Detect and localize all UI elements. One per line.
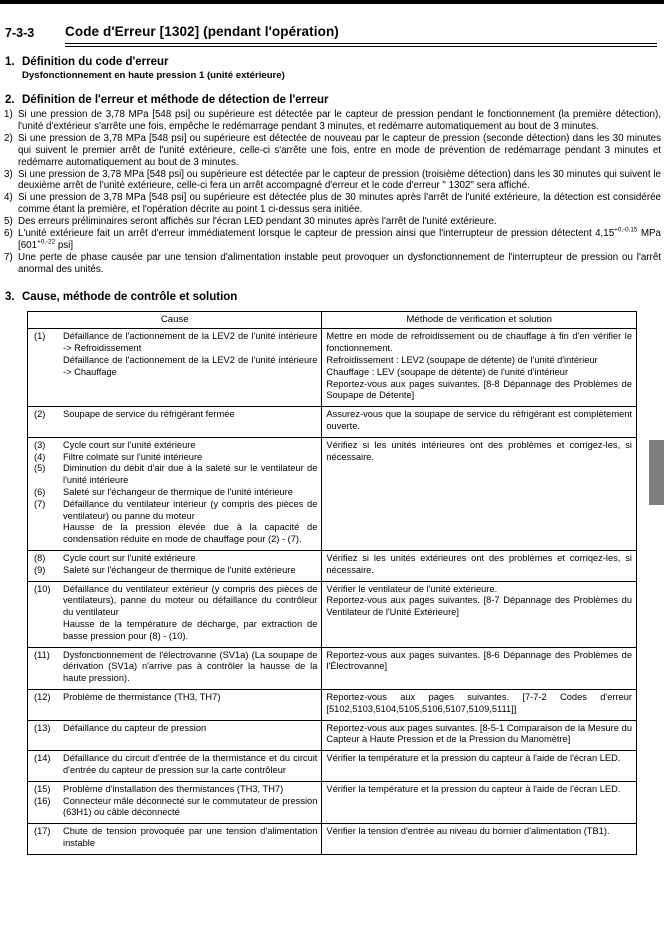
list-item (0, 133, 664, 169)
list-item-text-part: psi] (55, 239, 74, 251)
cause-entry (34, 584, 317, 619)
section-error-detection (0, 94, 664, 276)
table-header-method: Méthode de vérification et solution (322, 311, 637, 329)
cause-cell (28, 690, 322, 721)
cause-text: Filtre colmaté sur l'unité intérieure (63, 451, 203, 462)
cause-text: Défaillance du ventilateur intérieur (y compris des pièces de ventilateur) ou panne du moteur (63, 498, 318, 521)
list-item-text (18, 228, 664, 252)
cause-number: (16) (34, 795, 51, 806)
cause-entry (34, 331, 317, 355)
list-item (0, 192, 664, 216)
solution-paragraph: Reportez-vous aux pages suivantes. [8-7 Dépannage des Problèmes du Ventilateur de l'Unité Extérieure] (326, 595, 632, 618)
cause-entry (34, 565, 317, 577)
cause-cell (28, 551, 322, 582)
list-item-number: 7) (4, 251, 13, 263)
solution-paragraph: Reportez-vous aux pages suivantes. [8-6 Dépannage des Problèmes de l'Électrovanne] (326, 649, 632, 672)
cause-text: Problème de thermistance (TH3, TH7) (63, 692, 221, 702)
cause-number: (5) (34, 463, 46, 474)
cause-number: (4) (34, 451, 46, 462)
cause-number: (7) (34, 498, 46, 509)
cause-solution-table (27, 311, 637, 855)
solution-cell (322, 751, 637, 782)
list-item (0, 216, 664, 228)
section-2-heading (5, 94, 664, 106)
cause-cell (28, 329, 322, 407)
solution-cell (322, 824, 637, 855)
table-header-row (28, 311, 637, 329)
cause-text: Cycle court sur l'unité extérieure (63, 439, 196, 450)
cause-text: Hausse de la pression élevée due à la capacité de condensation réduite en mode de chauffage pour (2) - (7). (63, 522, 318, 545)
cause-text: Dysfonctionnement de l'électrovanne (SV1a) (La soupape de dérivation (SV1a) n'arrive pas à contrôler la hausse de la haute pression). (63, 649, 318, 684)
doc-header (0, 0, 664, 47)
tolerance-superscript: +0,-22 (37, 238, 56, 246)
list-item-number: 6) (4, 228, 13, 240)
list-item-number: 4) (4, 192, 13, 204)
solution-paragraph: Vérifier la tension d'entrée au niveau du bornier d'alimentation (TB1). (326, 826, 610, 837)
cause-entry (34, 650, 317, 685)
cause-cell (28, 751, 322, 782)
table-row (28, 751, 637, 782)
table-row (28, 437, 637, 550)
solution-cell (322, 781, 637, 823)
list-item-text: Une perte de phase causée par une tension d'alimentation instable peut provoquer un dysfonctionnement de l'interrupteur de pression ou l'arrêt anormal des unités. (18, 251, 661, 275)
table-row (28, 551, 637, 582)
cause-text: Défaillance de l'actionnement de la LEV2 de l'unité intérieure -> Refroidissement (63, 331, 318, 354)
list-item-number: 1) (4, 109, 13, 120)
cause-text: Soupape de service du réfrigérant fermée (63, 409, 235, 420)
cause-entry (34, 784, 317, 796)
cause-number: (17) (34, 826, 51, 837)
section-2-title: Définition de l'erreur et méthode de détection de l'erreur (22, 94, 329, 106)
cause-entry (34, 692, 317, 704)
cause-number: (15) (34, 783, 51, 794)
chapter-side-tab (649, 440, 664, 505)
cause-entry (34, 796, 317, 820)
cause-text: Cycle court sur l'unité extérieure (63, 553, 196, 564)
solution-cell (322, 720, 637, 751)
title-underline (65, 24, 657, 47)
table-row (28, 647, 637, 689)
list-item (0, 252, 664, 276)
cause-text: Défaillance du capteur de pression (63, 722, 207, 733)
cause-text: Connecteur mâle déconnecté sur le commutateur de pression (63H1) ou câble déconnecté (63, 795, 318, 818)
section-3-heading (5, 291, 664, 303)
section-1-heading (5, 56, 664, 68)
cause-cell (28, 437, 322, 550)
list-item (0, 109, 664, 133)
list-item-number: 2) (4, 132, 13, 144)
cause-cell (28, 647, 322, 689)
solution-cell (322, 329, 637, 407)
solution-paragraph: Vérifiez si les unités extérieures ont des problèmes et corriqez-les, si nécessaire. (326, 553, 632, 575)
list-item-text: Si une pression de 3,78 MPa [548 psi] ou supérieure est détectée plus de 30 minutes après l'arrêt de l'unité extérieure, la détection est considérée comme étant la première, et l'opération décrite au point 1 ci-dessus sera initiée. (18, 192, 661, 216)
section-3-number: 3. (5, 290, 15, 303)
tolerance-superscript: +0,-0.15 (614, 226, 638, 234)
cause-cell (28, 581, 322, 647)
list-item-number: 5) (4, 216, 13, 228)
cause-text: Chute de tension provoquée par une tension d'alimentation instable (63, 826, 318, 848)
cause-number: (14) (34, 753, 51, 764)
table-row (28, 781, 637, 823)
list-item-number: 3) (4, 168, 13, 180)
cause-text: Défaillance du ventilateur extérieur (y compris des pièces de ventilateurs), panne du moteur ou défaillance du contrôleur du ventilateur (63, 583, 318, 618)
list-item-text: Si une pression de 3,78 MPa [548 psi] ou supérieure est détectée par le capteur de pression (troisième détection) dans les 30 minutes qui suivent le deuxième arrêt de l'unité extérieure, celle-ci fera un arrêt accompagné d'erreur et le code d'erreur " 1302" sera affiché. (18, 168, 661, 192)
cause-number: (8) (34, 553, 46, 564)
list-item (0, 228, 664, 252)
cause-text: Défaillance de l'actionnement de la LEV2 de l'unité intérieure -> Chauffage (63, 355, 318, 377)
cause-number (34, 619, 63, 643)
solution-paragraph: Assurez-vous que la soupape de service du réfrigérant est complètement ouverte. (326, 409, 632, 432)
cause-text: Saleté sur l'échangeur de thermique de l'unité intérieure (63, 487, 293, 498)
cause-number: (10) (34, 583, 51, 594)
cause-cell (28, 781, 322, 823)
list-item (0, 169, 664, 193)
solution-paragraph: Chauffage : LEV (soupape de détente) de l'unité d'intérieur (326, 366, 569, 377)
cause-number (34, 522, 63, 546)
error-detection-list (0, 109, 664, 276)
solution-paragraph: Vérifier la température et la pression du capteur à l'aide de l'écran LED. (326, 783, 621, 794)
cause-number: (11) (34, 649, 50, 660)
solution-cell (322, 551, 637, 582)
section-error-code-definition (0, 56, 664, 81)
solution-cell (322, 690, 637, 721)
solution-paragraph: Vérifier le ventilateur de l'unité extérieure. (326, 583, 498, 594)
cause-entry (34, 826, 317, 850)
list-item-text-part: MPa [601 (18, 228, 661, 251)
solution-paragraph: Vérifiez si les unités intérieures ont des problèmes et corrigez-les, si nécessaire. (326, 439, 632, 462)
cause-number (34, 355, 63, 379)
top-rule (0, 0, 664, 4)
cause-number: (12) (34, 692, 51, 702)
table-row (28, 407, 637, 438)
list-item-text: Si une pression de 3,78 MPa [548 psi] ou supérieure est détectée par le capteur de pression pendant le fonctionnement (la première détection), l'unité d'extérieur s'arrête une fois, empêche le redémarrage pendant 3 minutes, et redémarre automatiquement au bout de 3 minutes. (18, 109, 661, 132)
solution-paragraph: Reportez-vous aux pages suivantes. [8-8 Dépannage des Problèmes de Soupape de Détente] (326, 378, 632, 401)
solution-paragraph: Mettre en mode de refroidissement ou de chauffage à fin d'en vérifier le fonctionnement. (326, 331, 632, 354)
cause-text: Saleté sur l'échangeur de thermique de l'unité extérieure (63, 564, 296, 575)
cause-entry (34, 723, 317, 735)
table-row (28, 329, 637, 407)
cause-number: (6) (34, 487, 46, 498)
cause-number: (1) (34, 331, 46, 342)
solution-paragraph: Vérifier la température et la pression du capteur à l'aide de l'écran LED. (326, 753, 621, 764)
cause-solution-table-body (28, 329, 637, 854)
table-header-cause: Cause (28, 311, 322, 329)
cause-entry (34, 499, 317, 523)
section-cause-solution (0, 291, 664, 855)
cause-entry (34, 452, 317, 464)
table-row (28, 824, 637, 855)
cause-text: Problème d'installation des thermistances (TH3, TH7) (63, 783, 284, 794)
cause-entry (34, 619, 317, 643)
section-1-title: Définition du code d'erreur (22, 56, 169, 68)
list-item-text: Si une pression de 3,78 MPa [548 psi] ou supérieure est détectée de nouveau par le capteur de pression (seconde détection) dans les 30 minutes qui suivent le premier arrêt de l'unité extérieure, celle-ci s'arrête une fois, entre en mode de prévention de redémarrage pendant 3 minutes et redémarre automatiquement au bout de 3 minutes. (18, 132, 661, 168)
cause-entry (34, 440, 317, 452)
table-row (28, 581, 637, 647)
cause-entry (34, 753, 317, 777)
section-1-number: 1. (5, 56, 15, 68)
section-number: 7-3-3 (5, 26, 35, 40)
cause-cell (28, 720, 322, 751)
cause-text: Défaillance du circuit d'entrée de la thermistance et du circuit d'entrée du capteur de pression sur la carte contrôleur (63, 753, 318, 775)
section-2-number: 2. (5, 94, 15, 106)
solution-paragraph: Reportez-vous aux pages suivantes. [7-7-2 Codes d'erreur [5102,5103,5104,5105,5106,5107,5109,5111]] (326, 692, 632, 714)
cause-number: (13) (34, 722, 51, 733)
cause-entry (34, 409, 317, 421)
cause-entry (34, 355, 317, 379)
cause-entry (34, 522, 317, 546)
solution-cell (322, 581, 637, 647)
list-item-text: Des erreurs préliminaires seront affichés sur l'écran LED pendant 30 minutes après l'arrêt de l'unité extérieure. (18, 216, 497, 228)
cause-number: (9) (34, 564, 46, 575)
error-code-definition-text: Dysfonctionnement en haute pression 1 (unité extérieure) (22, 70, 285, 81)
solution-paragraph: Reportez-vous aux pages suivantes. [8-5-1 Comparaison de la Mesure du Capteur à Haute Pression et de la Pression du Manomètre] (326, 722, 632, 745)
cause-text: Hausse de la température de décharge, par extraction de basse pression pour (8) - (10). (63, 619, 318, 641)
cause-cell (28, 824, 322, 855)
page-title: Code d'Erreur [1302] (pendant l'opération) (65, 24, 339, 39)
solution-cell (322, 437, 637, 550)
cause-number: (3) (34, 439, 46, 450)
solution-cell (322, 647, 637, 689)
cause-text: Diminution du débit d'air due à la saleté sur le ventilateur de l'unité intérieure (63, 463, 318, 486)
table-row (28, 720, 637, 751)
table-row (28, 690, 637, 721)
section-3-title: Cause, méthode de contrôle et solution (22, 290, 238, 303)
solution-cell (322, 407, 637, 438)
cause-number: (2) (34, 409, 46, 420)
cause-cell (28, 407, 322, 438)
solution-paragraph: Refroidissement : LEV2 (soupape de détente) de l'unité d'intérieur (326, 355, 598, 366)
cause-entry (34, 487, 317, 499)
cause-entry (34, 463, 317, 487)
cause-entry (34, 553, 317, 565)
list-item-text-part: L'unité extérieure fait un arrêt d'erreur immédiatement lorsque le capteur de pression ainsi que l'interrupteur de pression détectent 4,15 (18, 228, 615, 240)
